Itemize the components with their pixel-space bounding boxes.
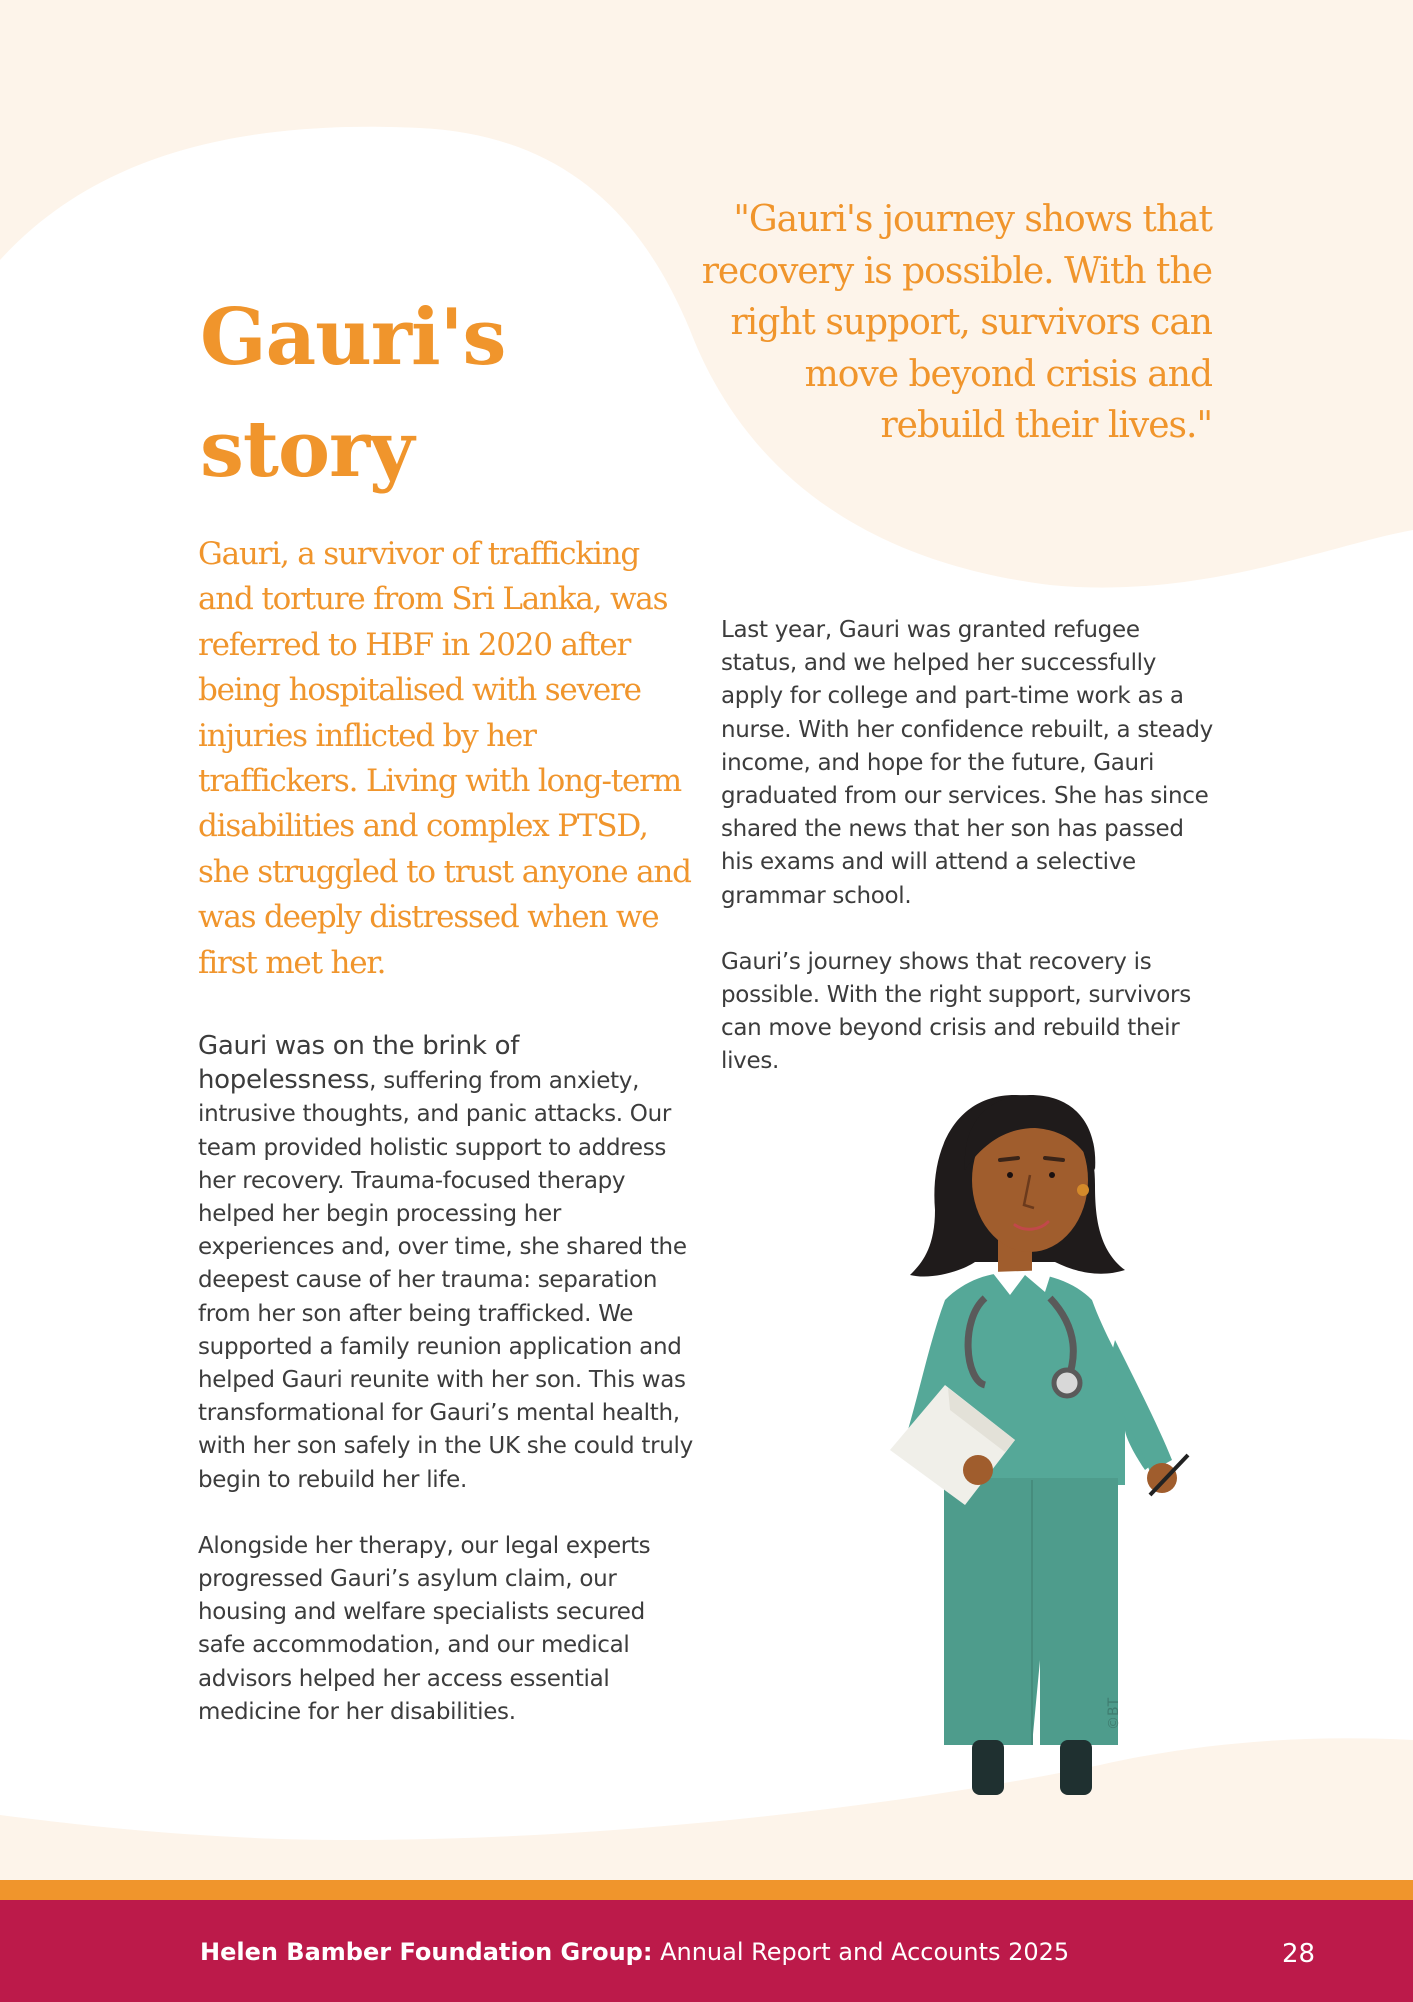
footer-organization: Helen Bamber Foundation Group: xyxy=(200,1938,653,1966)
left-paragraph-1-rest: , suffering from anxiety, intrusive thoughts, and panic attacks. Our team provided holistic support to address her recovery. Trauma-focused therapy helped her begin processing her experiences and, over time, she shared the deepest cause of her trauma: separation from her son after being trafficked. We supported a family reunion application and helped Gauri reunite with her son. This was transformational for Gauri’s mental health, with her son safely in the UK she could truly begin to rebuild her life. xyxy=(198,1068,693,1493)
nurse-illustration xyxy=(880,1080,1210,1820)
pull-quote: "Gauri's journey shows that recovery is possible. With the right support, survivors can move beyond crisis and rebuild their lives." xyxy=(701,199,1212,446)
page-number: 28 xyxy=(1282,1939,1316,1969)
left-paragraph-1 xyxy=(198,1030,698,1497)
left-column xyxy=(198,1030,698,1762)
footer-report-title xyxy=(200,1936,1069,1968)
right-paragraph-1: Last year, Gauri was granted refugee status, and we helped her successfully apply for college and part-time work as a nurse. With her confidence rebuilt, a steady income, and hope for the future, Gauri graduated from our services. She has since shared the news that her son has passed his exams and will attend a selective grammar school. xyxy=(721,617,1213,909)
footer xyxy=(0,1900,1413,2002)
right-paragraph-2: Gauri’s journey shows that recovery is possible. With the right support, survivors can move beyond crisis and rebuild their lives. xyxy=(721,948,1191,1075)
footer-report-name: Annual Report and Accounts 2025 xyxy=(652,1938,1070,1966)
left-paragraph-2: Alongside her therapy, our legal experts progressed Gauri’s asylum claim, our housing and welfare specialists secured safe accommodation, and our medical advisors helped her access essential medicine for her disabilities. xyxy=(198,1532,651,1725)
lead-paragraph: Gauri, a survivor of trafficking and torture from Sri Lanka, was referred to HBF in 2020 after being hospitalised with severe injuries inflicted by her traffickers. Living with long-term disabilities and complex PTSD, she struggled to trust anyone and was deeply distressed when we first met her. xyxy=(198,536,691,981)
footer-accent-strip xyxy=(0,1880,1413,1900)
page-title: Gauri's story xyxy=(200,292,506,495)
left-paragraph-1-opening: Gauri was on the brink of hopelessness xyxy=(198,1031,520,1096)
right-column xyxy=(721,614,1221,1112)
illustration-credit: ©BT xyxy=(1106,1697,1122,1730)
